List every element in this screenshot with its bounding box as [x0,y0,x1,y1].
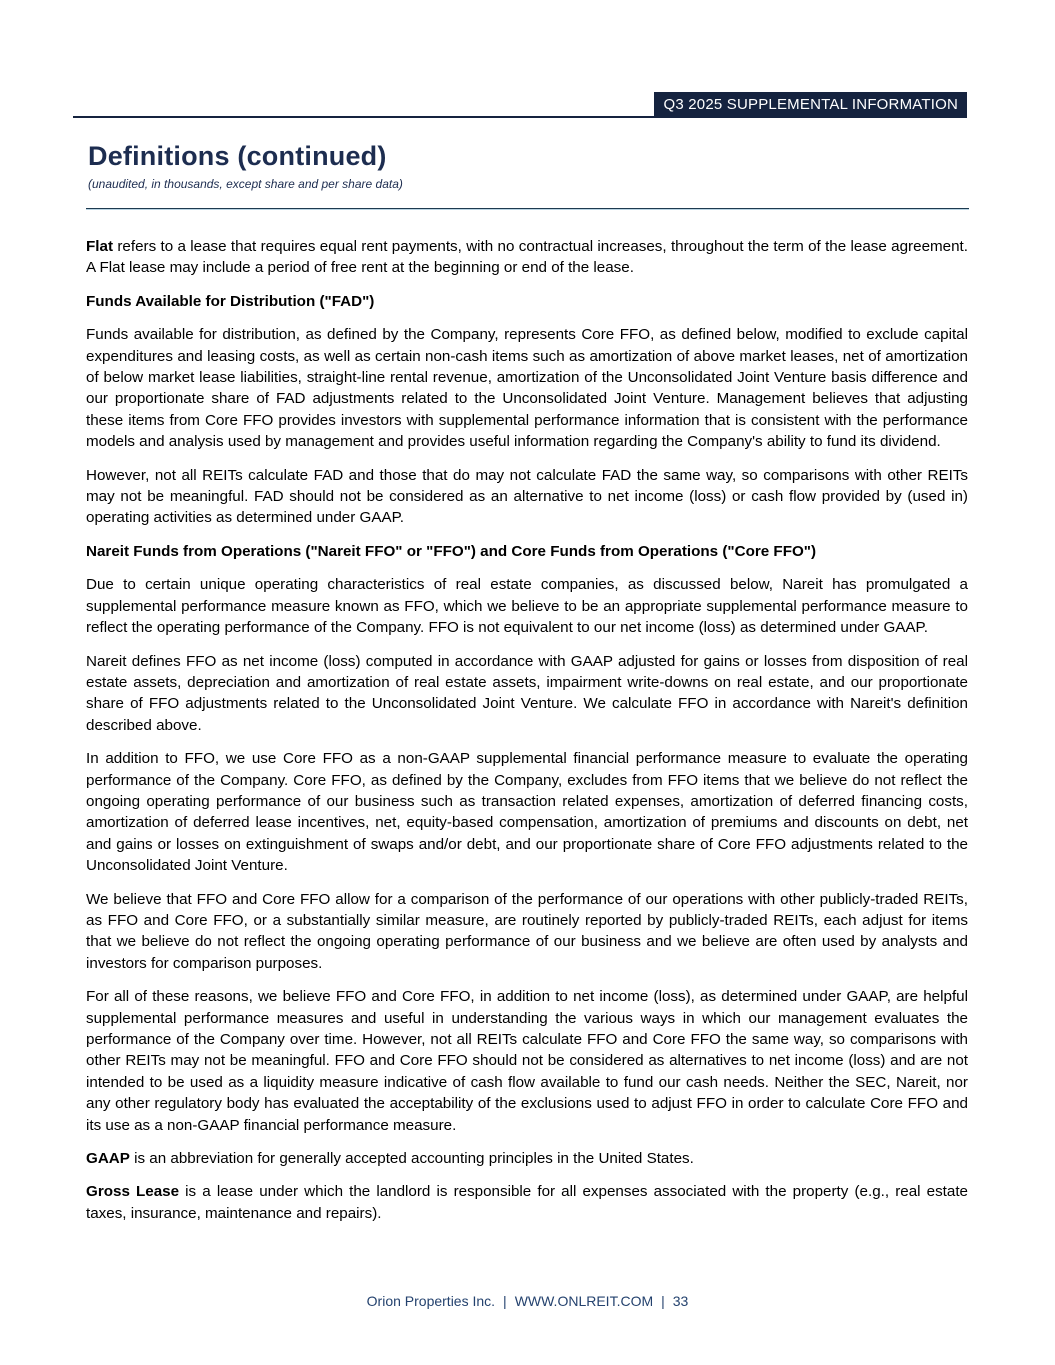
definition-text: is a lease under which the landlord is responsible for all expenses associated with the property (e.g., real estate taxes, insurance, maintenance and repairs). [86,1183,968,1222]
definition-paragraph-ffo-3: In addition to FFO, we use Core FFO as a non-GAAP supplemental financial performance measure to evaluate the operating performance of the Company. Core FFO, as defined by the Company, excludes from FFO items that we believe do not reflect the ongoing operating performance of our business such as transaction related expenses, amortization of deferred financing costs, amortization of deferred lease incentives, net, equity-based compensation, amortization of premiums and discounts on debt, net and gains or losses on extinguishment of swaps and/or debt, and our proportionate share of Core FFO adjustments related to the Unconsolidated Joint Venture. [86,750,968,875]
page-title: Definitions (continued) [88,141,387,171]
definition-text: refers to a lease that requires equal rent payments, with no contractual increases, throughout the term of the lease agreement. A Flat lease may include a period of free rent at the beginning or end of the lease. [86,238,968,277]
definition-paragraph-gaap [86,1148,968,1169]
page-subtitle: (unaudited, in thousands, except share and per share data) [88,177,403,191]
section-heading-ffo: Nareit Funds from Operations ("Nareit FFO" or "FFO") and Core Funds from Operations ("Core FFO") [86,542,817,560]
definition-paragraph-fad-2: However, not all REITs calculate FAD and those that do may not calculate FAD the same way, so comparisons with other REITs may not be meaningful. FAD should not be considered as an alternative to net income (loss) or cash flow provided by (used in) operating activities as determined under GAAP. [86,466,968,527]
definition-paragraph-gross-lease [86,1181,968,1224]
footer-company: Orion Properties Inc. [366,1293,496,1309]
header-banner: Q3 2025 SUPPLEMENTAL INFORMATION [654,92,967,118]
definition-paragraph-ffo-4: We believe that FFO and Core FFO allow for a comparison of the performance of our operations with other publicly-traded REITs, as FFO and Core FFO, or a substantially similar measure, are routinely reported by publicly-traded REITs, each adjust for items that we believe do not reflect the ongoing operating performance of our business and we believe are often used by analysts and investors for comparison purposes. [86,890,968,972]
definition-paragraph-fad-1: Funds available for distribution, as defined by the Company, represents Core FFO, as defined below, modified to exclude capital expenditures and leasing costs, as well as certain non-cash items such as amortization of above market leases, net of amortization of below market lease liabilities, straight-line rental revenue, amortization of the Unconsolidated Joint Venture basis difference and our proportionate share of FAD adjustments related to the Unconsolidated Joint Venture. Management believes that adjusting these items from Core FFO provides investors with supplemental performance information that is consistent with the performance models and analysis used by management and provides useful information regarding the Company's ability to fund its dividend. [86,326,968,451]
footer-separator: | [503,1293,507,1309]
title-block [88,141,968,191]
definition-paragraph-flat [86,236,968,279]
term-gross-lease: Gross Lease [86,1183,180,1201]
term-flat: Flat [86,238,114,255]
section-heading-fad: Funds Available for Distribution ("FAD") [86,292,375,310]
definition-paragraph-ffo-1: Due to certain unique operating characteristics of real estate companies, as discussed below, Nareit has promulgated a supplemental performance measure known as FFO, which we believe to be an appropriate supplemental performance measure to reflect the operating performance of the Company. FFO is not equivalent to our net income (loss) as determined under GAAP. [86,576,968,637]
page-footer [0,1293,1055,1309]
footer-page-number: 33 [672,1293,689,1309]
definition-text: is an abbreviation for generally accepted accounting principles in the United States. [129,1150,694,1168]
definitions-body [86,236,968,1236]
title-divider [86,208,969,210]
footer-separator: | [661,1293,665,1309]
definition-paragraph-ffo-5: For all of these reasons, we believe FFO and Core FFO, in addition to net income (loss), as determined under GAAP, are helpful supplemental performance measures and useful in understanding the various ways in which our management evaluates the performance of the Company over time. However, not all REITs calculate FFO and Core FFO the same way, so comparisons with other REITs may not be meaningful. FFO and Core FFO should not be considered as alternatives to net income (loss) and are not intended to be used as a liquidity measure indicative of cash flow available to fund our cash needs. Neither the SEC, Nareit, nor any other regulatory body has evaluated the acceptability of the exclusions used to adjust FFO in order to calculate Core FFO and its use as a non-GAAP financial performance measure. [86,988,968,1134]
term-gaap: GAAP [86,1150,130,1168]
footer-website: WWW.ONLREIT.COM [514,1293,654,1309]
definition-paragraph-ffo-2: Nareit defines FFO as net income (loss) computed in accordance with GAAP adjusted for gains or losses from disposition of real estate assets, depreciation and amortization of real estate assets, impairment write-downs on real estate, and our proportionate share of FFO adjustments related to the Unconsolidated Joint Venture. We calculate FFO in accordance with Nareit's definition described above. [86,652,968,734]
